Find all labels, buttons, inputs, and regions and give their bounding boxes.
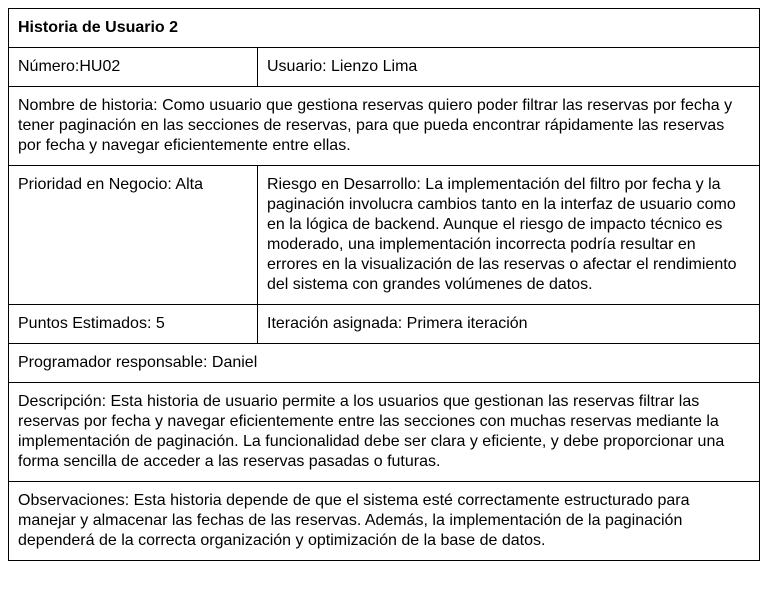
priority-risk-row bbox=[9, 166, 760, 305]
story-user: Usuario: Lienzo Lima bbox=[258, 48, 760, 87]
observations-row bbox=[9, 482, 760, 561]
user-story-table bbox=[8, 8, 760, 561]
points-iteration-row bbox=[9, 305, 760, 344]
assigned-iteration: Iteración asignada: Primera iteración bbox=[258, 305, 760, 344]
story-name: Nombre de historia: Como usuario que gestiona reservas quiero poder filtrar las reservas por fecha y tener paginación en las secciones de reservas, para que pueda encontrar rápidamente las reservas por fecha y navegar eficientemente entre ellas. bbox=[9, 87, 760, 166]
name-row bbox=[9, 87, 760, 166]
title-row bbox=[9, 9, 760, 48]
business-priority: Prioridad en Negocio: Alta bbox=[9, 166, 258, 305]
development-risk: Riesgo en Desarrollo: La implementación del filtro por fecha y la paginación involucra cambios tanto en la interfaz de usuario como en la lógica de backend. Aunque el riesgo de impacto técnico es moderado, una implementación incorrecta podría resultar en errores en la visualización de las reservas o afectar el rendimiento del sistema con grandes volúmenes de datos. bbox=[258, 166, 760, 305]
id-row bbox=[9, 48, 760, 87]
description-row bbox=[9, 383, 760, 482]
story-description: Descripción: Esta historia de usuario permite a los usuarios que gestionan las reservas filtrar las reservas por fecha y navegar eficientemente entre las secciones con muchas reservas mediante la implementación de paginación. La funcionalidad debe ser clara y eficiente, y debe proporcionar una forma sencilla de acceder a las reservas pasadas o futuras. bbox=[9, 383, 760, 482]
programmer-row bbox=[9, 344, 760, 383]
estimated-points: Puntos Estimados: 5 bbox=[9, 305, 258, 344]
responsible-programmer: Programador responsable: Daniel bbox=[9, 344, 760, 383]
story-observations: Observaciones: Esta historia depende de que el sistema esté correctamente estructurado para manejar y almacenar las fechas de las reservas. Además, la implementación de la paginación dependerá de la correcta organización y optimización de la base de datos. bbox=[9, 482, 760, 561]
story-title: Historia de Usuario 2 bbox=[9, 9, 760, 48]
story-number: Número:HU02 bbox=[9, 48, 258, 87]
